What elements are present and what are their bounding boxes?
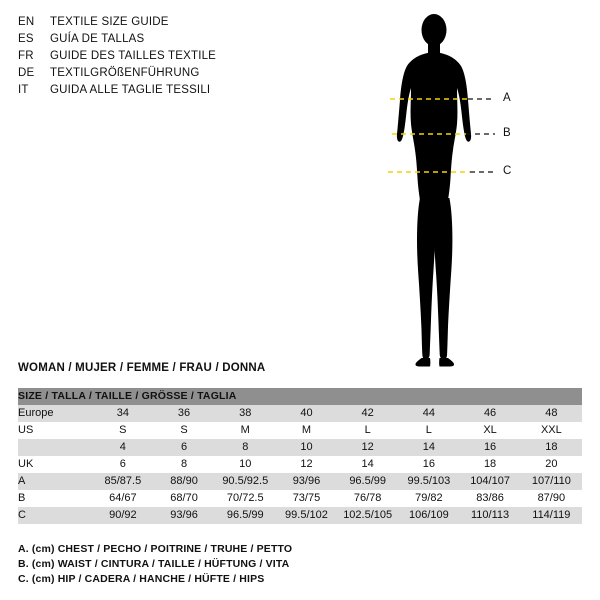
row-label [18, 439, 92, 456]
table-row [18, 439, 582, 456]
row-label: C [18, 507, 92, 524]
table-cell: 104/107 [459, 473, 520, 490]
table-row [18, 473, 582, 490]
table-cell: 110/113 [459, 507, 520, 524]
female-body-figure [360, 8, 580, 368]
table-cell: 10 [215, 456, 276, 473]
table-cell: 16 [459, 439, 520, 456]
table-cell: 42 [337, 405, 398, 422]
table-cell: 20 [521, 456, 582, 473]
language-legend [18, 16, 348, 101]
table-cell: 48 [521, 405, 582, 422]
legend-row [18, 50, 348, 67]
row-label: US [18, 422, 92, 439]
legend-language-text: GUÍA DE TALLAS [50, 33, 145, 45]
table-row [18, 422, 582, 439]
row-label: UK [18, 456, 92, 473]
table-cell: 18 [521, 439, 582, 456]
table-cell: 34 [92, 405, 153, 422]
table-cell: 4 [92, 439, 153, 456]
measure-label-a: A [503, 92, 511, 104]
table-cell: XL [459, 422, 520, 439]
table-cell: 88/90 [153, 473, 214, 490]
legend-row [18, 16, 348, 33]
table-cell: 8 [153, 456, 214, 473]
legend-language-code: ES [18, 33, 34, 45]
table-cell: 93/96 [153, 507, 214, 524]
table-cell: 73/75 [276, 490, 337, 507]
table-cell: 44 [398, 405, 459, 422]
table-cell: 12 [337, 439, 398, 456]
table-header-label: SIZE / TALLA / TAILLE / GRÖSSE / TAGLIA [18, 388, 582, 405]
legend-row [18, 67, 348, 84]
table-cell: 99.5/102 [276, 507, 337, 524]
table-cell: 10 [276, 439, 337, 456]
footnote-chest: A. (cm) CHEST / PECHO / POITRINE / TRUHE / PETTO [18, 543, 293, 555]
table-cell: 90.5/92.5 [215, 473, 276, 490]
measure-label-b: B [503, 127, 511, 139]
table-cell: L [337, 422, 398, 439]
table-cell: 16 [398, 456, 459, 473]
table-row [18, 507, 582, 524]
row-label: Europe [18, 405, 92, 422]
table-cell: 79/82 [398, 490, 459, 507]
table-cell: 106/109 [398, 507, 459, 524]
table-cell: 6 [153, 439, 214, 456]
table-cell: 18 [459, 456, 520, 473]
table-cell: 68/70 [153, 490, 214, 507]
measure-label-c: C [503, 165, 512, 177]
legend-language-code: EN [18, 16, 35, 28]
table-cell: L [398, 422, 459, 439]
table-cell: 99.5/103 [398, 473, 459, 490]
footnote-hip: C. (cm) HIP / CADERA / HANCHE / HÜFTE / HIPS [18, 573, 265, 585]
table-row [18, 405, 582, 422]
legend-language-text: GUIDE DES TAILLES TEXTILE [50, 50, 217, 62]
table-row [18, 456, 582, 473]
table-cell: 96.5/99 [337, 473, 398, 490]
table-cell: 14 [398, 439, 459, 456]
size-table [18, 388, 582, 524]
table-cell: S [92, 422, 153, 439]
table-cell: 46 [459, 405, 520, 422]
table-cell: 85/87.5 [92, 473, 153, 490]
footnote-waist: B. (cm) WAIST / CINTURA / TAILLE / HÜFTUNG / VITA [18, 558, 290, 570]
table-cell: 93/96 [276, 473, 337, 490]
table-cell: XXL [521, 422, 582, 439]
measurement-footnotes [18, 542, 538, 587]
table-cell: 102.5/105 [337, 507, 398, 524]
legend-row [18, 33, 348, 50]
table-cell: 14 [337, 456, 398, 473]
legend-language-text: GUIDA ALLE TAGLIE TESSILI [50, 84, 211, 96]
legend-language-text: TEXTILE SIZE GUIDE [50, 16, 169, 28]
table-cell: 83/86 [459, 490, 520, 507]
table-cell: 36 [153, 405, 214, 422]
legend-language-text: TEXTILGRÖßENFÜHRUNG [50, 67, 200, 79]
legend-language-code: FR [18, 50, 34, 62]
legend-language-code: DE [18, 67, 35, 79]
table-cell: 6 [92, 456, 153, 473]
female-silhouette-icon [360, 8, 580, 368]
legend-language-code: IT [18, 84, 29, 96]
table-cell: 107/110 [521, 473, 582, 490]
table-cell: 70/72.5 [215, 490, 276, 507]
table-cell: M [276, 422, 337, 439]
table-row [18, 490, 582, 507]
table-cell: 87/90 [521, 490, 582, 507]
row-label: B [18, 490, 92, 507]
table-cell: 40 [276, 405, 337, 422]
table-cell: 38 [215, 405, 276, 422]
table-cell: 64/67 [92, 490, 153, 507]
table-cell: 90/92 [92, 507, 153, 524]
table-cell: 8 [215, 439, 276, 456]
table-cell: 76/78 [337, 490, 398, 507]
table-cell: 96.5/99 [215, 507, 276, 524]
section-title: WOMAN / MUJER / FEMME / FRAU / DONNA [18, 362, 266, 374]
table-cell: M [215, 422, 276, 439]
row-label: A [18, 473, 92, 490]
table-cell: 12 [276, 456, 337, 473]
table-cell: S [153, 422, 214, 439]
table-cell: 114/119 [521, 507, 582, 524]
legend-row [18, 84, 348, 101]
table-header-row [18, 388, 582, 405]
